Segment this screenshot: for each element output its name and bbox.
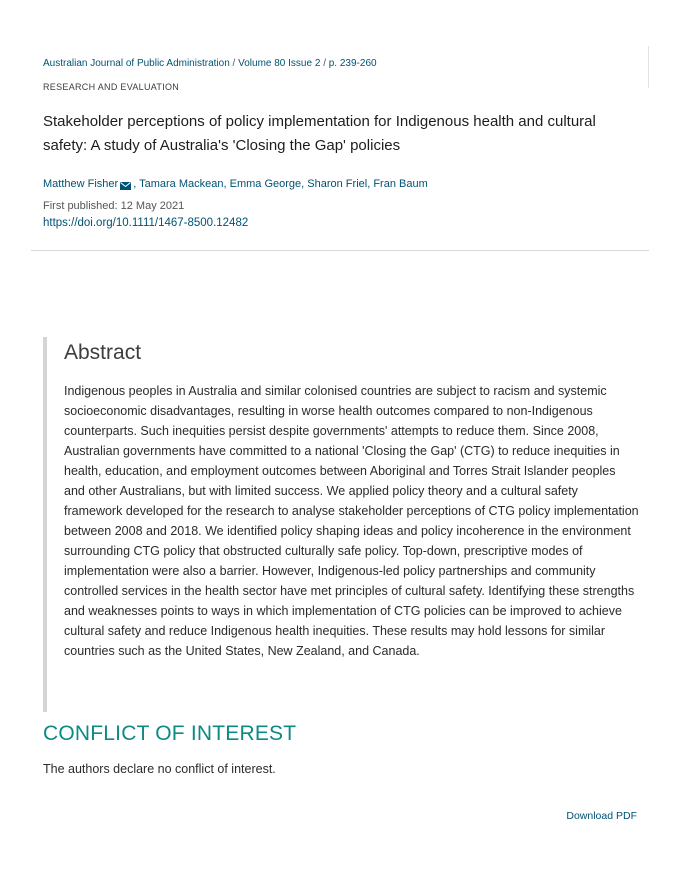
article-type: RESEARCH AND EVALUATION [43,82,180,92]
abstract-heading: Abstract [64,341,142,364]
conflict-of-interest-text: The authors declare no conflict of interest. [43,762,276,776]
author-list [43,177,643,191]
author-separator: , [223,178,227,190]
publication-date: First published: 12 May 2021 [43,200,185,212]
author-link[interactable]: Tamara Mackean [139,178,224,190]
page-range: p. 239-260 [328,58,377,69]
journal-name-link[interactable]: Australian Journal of Public Administration [43,58,230,69]
author-link[interactable]: Matthew Fisher [43,178,119,190]
journal-citation [43,57,643,70]
volume-link[interactable]: Volume 80 [238,58,286,69]
article-header [43,57,643,230]
author-separator: , [367,178,371,190]
abstract-section [43,337,643,712]
author-separator: , [301,178,305,190]
citation-separator: / [323,58,326,69]
author-link[interactable]: Fran Baum [373,178,428,190]
author-link[interactable]: Emma George [229,178,302,190]
article-title: Stakeholder perceptions of policy implementation for Indigenous health and cultural safety: A study of Australia's 'Closing the Gap' policies [43,113,596,154]
citation-separator: / [232,58,236,69]
mail-icon[interactable] [120,180,131,188]
conflict-of-interest-heading: CONFLICT OF INTEREST [43,722,297,745]
top-right-divider [648,46,649,88]
abstract-text: Indigenous peoples in Australia and similar colonised countries are subject to racism and systemic socioeconomic disadvantages, resulting in worse health outcomes compared to non-Indigenous counterparts. Such inequities persist despite governments' attempts to reduce them. Since 2008, Australian governments have committed to a national 'Closing the Gap' (CTG) to reduce inequities in health, education, and employment outcomes between Aboriginal and Torres Strait Islander peoples and other Australians, but with limited success. We applied policy theory and a cultural safety framework developed for the research to analyse stakeholder perceptions of CTG policy implementation between 2008 and 2018. We identified policy shaping ideas and policy incoherence in the environment surrounding CTG policy that obstructed culturally safe policy. Top-down, prescriptive modes of implementation were also a barrier. However, Indigenous-led policy partnerships and community controlled services in the health sector have met principles of cultural safety. Identifying these strengths and weaknesses points to ways in which implementation of CTG policies can be improved to achieve cultural safety and reduce Indigenous health inequities. These results may hold lessons for similar countries such as the United States, New Zealand, and Canada. [64,384,639,658]
issue-link[interactable]: Issue 2 [288,58,321,69]
author-separator: , [133,178,137,190]
header-divider [31,250,649,251]
download-pdf-link[interactable]: Download PDF [566,810,637,822]
doi-link[interactable]: https://doi.org/10.1111/1467-8500.12482 [43,217,249,229]
doi [43,216,643,230]
author-link[interactable]: Sharon Friel [307,178,368,190]
